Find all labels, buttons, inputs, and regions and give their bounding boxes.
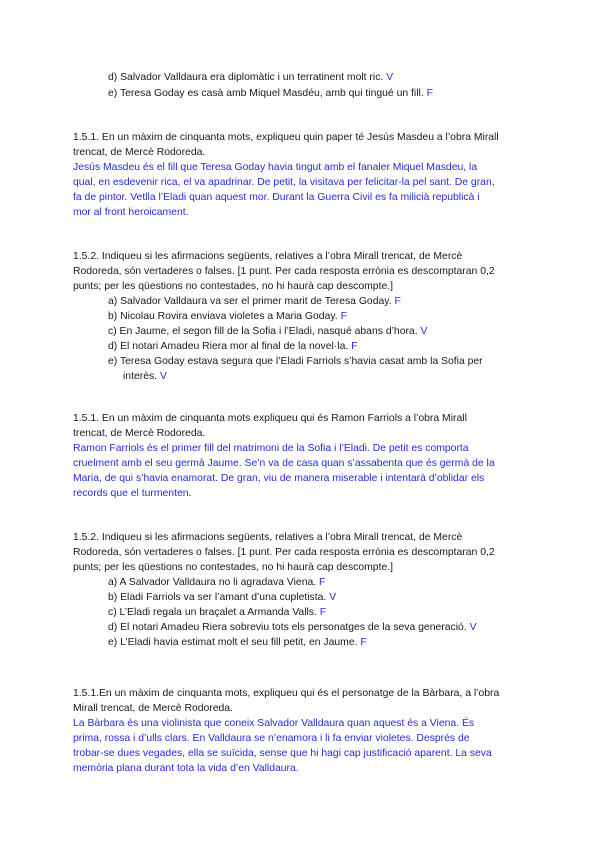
answer-mark: F <box>394 296 401 307</box>
statement-b <box>108 310 347 324</box>
statement-text: b) Eladi Farriols va ser l’amant d’una cupletista. <box>108 592 327 603</box>
statement-e <box>108 355 483 369</box>
statement-e <box>108 87 433 101</box>
question-line: Mirall trencat, de Mercè Rodoreda. <box>73 703 233 714</box>
answer-line: qual, en esdevenir rica, el va apadrinar. De petit, la visitava per felicitar-la pel sant. De gran, <box>73 177 495 188</box>
answer-line: memòria plana durant tota la vida d’en Valldaura. <box>73 763 299 774</box>
answer-mark: F <box>426 88 433 99</box>
statement-d <box>108 621 477 635</box>
statement-d <box>108 340 358 354</box>
answer-mark: F <box>319 607 327 618</box>
statement-text: e) Teresa Goday es casà amb Miquel Masdéu, amb qui tingué un fill. <box>108 88 424 99</box>
question-line: trencat, de Mercè Rodoreda. <box>73 428 206 439</box>
answer-line: cruelment amb el seu germà Jaume. Se’n va de casa quan s’assabenta que és germà de la <box>73 458 495 469</box>
question-line: 1.5.2. Indiqueu si les afirmacions següents, relatives a l’obra Mirall trencat, de Mercè <box>73 251 463 262</box>
answer-line: fa de pintor. Vetlla l’Eladi quan aquest mor. Durant la Guerra Civil es fa milicià republicà i <box>73 192 480 203</box>
statement-text: c) L’Eladi regala un braçalet a Armanda Valls. <box>108 607 317 618</box>
statement-text: b) Nicolau Rovira enviava violetes a Maria Goday. <box>108 311 338 322</box>
statement-text: d) El notari Amadeu Riera mor al final de la novel·la. <box>108 341 349 352</box>
question-line: Rodoreda, són vertaderes o falses. [1 punt. Per cada resposta errònia es descomptaran 0,2 <box>73 547 495 558</box>
answer-line: prima, rossa i d’ulls clars. En Valldaura se n’enamora i li fa enviar violetes. Després de <box>73 733 470 744</box>
answer-mark: F <box>360 637 367 648</box>
statement-text: e) L’Eladi havia estimat molt el seu fill petit, en Jaume. <box>108 637 358 648</box>
question-line: punts; per les qüestions no contestades, no hi haurà cap descompte.] <box>73 281 394 292</box>
answer-mark: V <box>469 622 477 633</box>
question-line: 1.5.1. En un màxim de cinquanta mots, expliqueu quin paper té Jesús Masdeu a l’obra Mirall <box>73 132 499 143</box>
statement-text: e) Teresa Goday estava segura que l’Eladi Farriols s’havia casat amb la Sofia per <box>108 356 483 367</box>
statement-a <box>108 295 401 309</box>
answer-line: trobar-se dues vegades, ella se suïcida, sense que hi hagi cap justificació aparent. La seva <box>73 748 492 759</box>
question-line: punts; per les qüestions no contestades, no hi haurà cap descompte.] <box>73 562 394 573</box>
question-line: Rodoreda, són vertaderes o falses. [1 punt. Per cada resposta errònia es descomptaran 0,2 <box>73 266 495 277</box>
answer-line: Maria, de qui s’havia enamorat. De gran, viu de manera miserable i intentarà d’oblidar els <box>73 473 485 484</box>
answer-mark: F <box>319 577 326 588</box>
answer-line: Ramon Farriols és el primer fill del matrimoni de la Sofia i l’Eladi. De petit es comporta <box>73 443 469 454</box>
answer-mark: V <box>329 592 337 603</box>
answer-mark: V <box>386 72 394 83</box>
statement-text: d) Salvador Valldaura era diplomàtic i un terratinent molt ric. <box>108 72 384 83</box>
question-line: 1.5.1. En un màxim de cinquanta mots expliqueu qui és Ramon Farriols a l’obra Mirall <box>73 413 467 424</box>
statement-text: d) El notari Amadeu Riera sobreviu tots els personatges de la seva generació. <box>108 622 467 633</box>
answer-mark: V <box>420 326 428 337</box>
question-line: 1.5.2. Indiqueu si les afirmacions següents, relatives a l’obra Mirall trencat, de Mercè <box>73 532 463 543</box>
question-line: 1.5.1.En un màxim de cinquanta mots, expliqueu qui és el personatge de la Bàrbara, a l’obra <box>73 688 500 699</box>
answer-line: records que el turmenten. <box>73 488 192 499</box>
statement-text: c) En Jaume, el segon fill de la Sofia i l’Eladi, nasqué abans d’hora. <box>108 326 418 337</box>
answer-line: La Bàrbara és una violinista que coneix Salvador Valldaura quan aquest és a Viena. És <box>73 718 475 729</box>
statement-b <box>108 591 336 605</box>
statement-e-continuation <box>123 370 167 384</box>
answer-mark: F <box>340 311 347 322</box>
statement-d <box>108 71 393 85</box>
answer-mark: V <box>159 371 167 382</box>
answer-line: Jesús Masdeu és el fill que Teresa Goday havia tingut amb el fanaler Miquel Masdeu, la <box>73 162 478 173</box>
statement-a <box>108 576 325 590</box>
answer-mark: F <box>351 341 358 352</box>
statement-text: a) Salvador Valldaura va ser el primer marit de Teresa Goday. <box>108 296 392 307</box>
statement-e <box>108 636 367 650</box>
statement-c <box>108 325 427 339</box>
statement-text: interès. <box>123 371 158 382</box>
statement-text: a) A Salvador Valldaura no li agradava Viena. <box>108 577 317 588</box>
question-line: trencat, de Mercè Rodoreda. <box>73 147 206 158</box>
answer-line: mor al front heroicament. <box>73 207 189 218</box>
statement-c <box>108 606 326 620</box>
